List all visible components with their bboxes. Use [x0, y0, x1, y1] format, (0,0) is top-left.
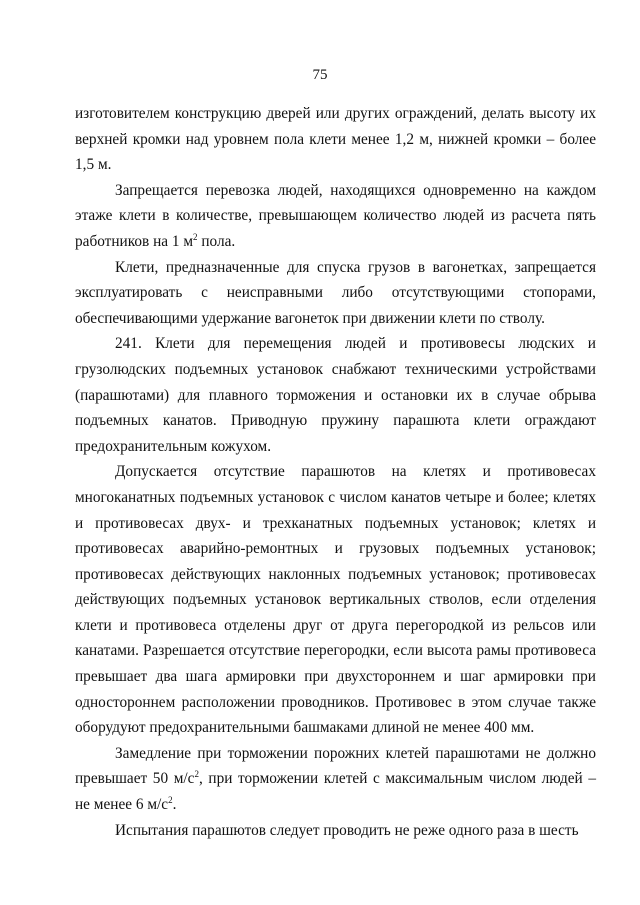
- paragraph-241: 241. Клети для перемещения людей и противовесы людских и грузолюдских подъемных установок снабжают техническими устройствами (парашютами) для плавного торможения и остановки их в случае обрыва подъемных канатов. Приводную пружину парашюта клети ограждают предохранительным кожухом.: [75, 335, 596, 455]
- paragraph-text: .: [172, 796, 177, 814]
- paragraph-text: пола.: [197, 232, 236, 250]
- paragraph-parachute-exceptions: Допускается отсутствие парашютов на клетях и противовесах многоканатных подъемных установок с числом канатов четыре и более; клетях и противовесах двух- и трехканатных подъемных установок; клетях и противовесах аварийно-ремонтных и грузовых подъемных установок; противовесах действующих наклонных подъемных установок; противовесах действующих подъемных установок вертикальных стволов, если отделения клети и противовеса отделены друг от друга перегородкой из рельсов или канатами. Разрешается отсутствие перегородки, если высота рамы противовеса превышает два шага армировки при двухстороннем и шаг армировки при одностороннем расположении проводников. Противовес в этом случае также оборудуют предохранительными башмаками длиной не менее 400 мм.: [75, 463, 596, 737]
- paragraph-continuation: изготовителем конструкцию дверей или других ограждений, делать высоту их верхней кромки над уровнем пола клети менее 1,2 м, нижней кромки – более 1,5 м.: [75, 105, 596, 174]
- document-body: [75, 101, 596, 843]
- page-number: 75: [312, 67, 328, 83]
- paragraph-transport-limit: [75, 178, 596, 255]
- paragraph-cargo-cages: Клети, предназначенные для спуска грузов в вагонетках, запрещается эксплуатировать с неисправными либо отсутствующими стопорами, обеспечивающими удержание вагонеток при движении клети по стволу.: [75, 258, 596, 327]
- superscript: 2: [194, 769, 199, 780]
- paragraph-text: , при торможении клетей с максимальным числом людей – не менее 6 м/с: [75, 770, 596, 814]
- superscript: 2: [168, 794, 173, 805]
- paragraph-deceleration: [75, 741, 596, 818]
- superscript: 2: [193, 231, 198, 242]
- paragraph-testing: Испытания парашютов следует проводить не реже одного раза в шесть: [115, 821, 579, 839]
- paragraph-text: Замедление при торможении порожних клетей парашютами не должно превышает 50 м/с: [75, 744, 596, 788]
- paragraph-text: Запрещается перевозка людей, находящихся одновременно на каждом этаже клети в количестве, превышающем количество людей из расчета пять работников на 1 м: [75, 181, 596, 250]
